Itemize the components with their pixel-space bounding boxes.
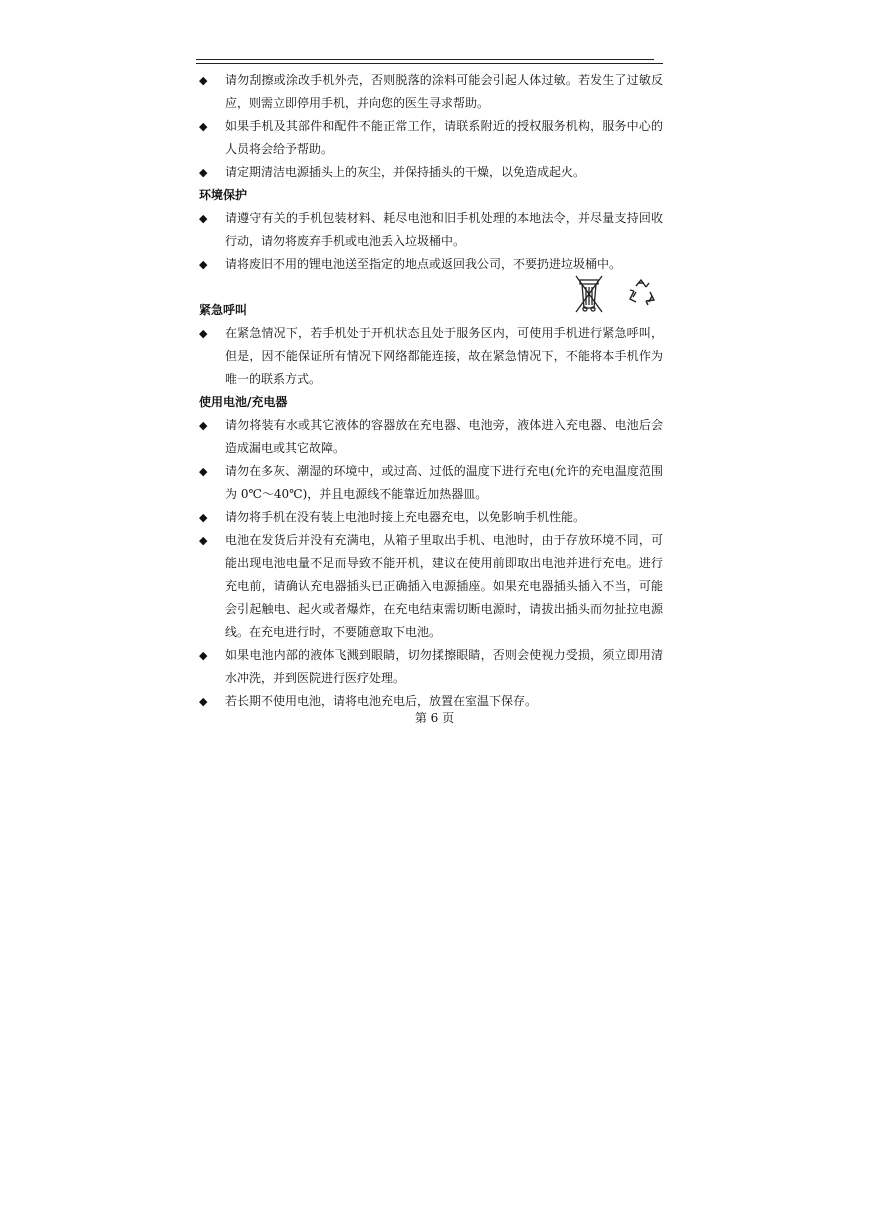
list-item-text: 请勿刮擦或涂改手机外壳，否则脱落的涂料可能会引起人体过敏。若发生了过敏反应，则需立即停用手机，并向您的医生寻求帮助。 (225, 73, 663, 110)
list-item-text: 请勿将手机在没有装上电池时接上充电器充电，以免影响手机性能。 (225, 510, 586, 524)
diamond-bullet-icon: ◆ (199, 327, 208, 340)
list-item (199, 322, 663, 391)
list-item-text: 请勿在多灰、潮湿的环境中，或过高、过低的温度下进行充电(允许的充电温度范围为 0℃～40℃)，并且电源线不能靠近加热器皿。 (225, 464, 663, 501)
list-item (199, 69, 663, 115)
diamond-bullet-icon: ◆ (199, 649, 208, 662)
list-item (199, 207, 663, 253)
list-item (199, 529, 663, 644)
section-heading-battery-charger: 使用电池/充电器 (199, 395, 288, 409)
diamond-bullet-icon: ◆ (199, 511, 208, 524)
list-item-text: 请勿将装有水或其它液体的容器放在充电器、电池旁，液体进入充电器、电池后会造成漏电或其它故障。 (225, 418, 663, 455)
list-item-text: 如果电池内部的液体飞溅到眼睛，切勿揉擦眼睛，否则会使视力受损，须立即用清水冲洗，并到医院进行医疗处理。 (225, 648, 663, 685)
list-item-text: 在紧急情况下，若手机处于开机状态且处于服务区内，可使用手机进行紧急呼叫，但是，因不能保证所有情况下网络都能连接，故在紧急情况下，不能将本手机作为唯一的联系方式。 (225, 326, 663, 386)
diamond-bullet-icon: ◆ (199, 212, 208, 225)
list-item-text: 电池在发货后并没有充满电，从箱子里取出手机、电池时，由于存放环境不同，可能出现电池电量不足而导致不能开机，建议在使用前即取出电池并进行充电。进行充电前，请确认充电器插头已正确插入电源插座。如果充电器插头插入不当，可能会引起触电、起火或者爆炸，在充电结束需切断电源时，请拔出插头而勿扯拉电源线。在充电进行时，不要随意取下电池。 (225, 533, 663, 639)
diamond-bullet-icon: ◆ (199, 465, 208, 478)
diamond-bullet-icon: ◆ (199, 120, 208, 133)
list-item-text: 请遵守有关的手机包装材料、耗尽电池和旧手机处理的本地法令，并尽量支持回收行动，请勿将废弃手机或电池丢入垃圾桶中。 (225, 211, 663, 248)
section-heading-environment: 环境保护 (199, 188, 248, 202)
diamond-bullet-icon: ◆ (199, 695, 208, 708)
header-rule-bottom (196, 63, 663, 64)
recycle-icon (630, 280, 654, 305)
list-item (199, 506, 663, 529)
header-rule-top (196, 59, 654, 60)
page-content (199, 69, 663, 713)
list-item (199, 115, 663, 161)
crossed-out-bin-icon (576, 276, 602, 312)
section-heading-emergency: 紧急呼叫 (199, 303, 248, 317)
page-number: 第 6 页 (414, 711, 455, 725)
disposal-icons (574, 274, 664, 316)
list-item-text: 如果手机及其部件和配件不能正常工作，请联系附近的授权服务机构，服务中心的人员将会给予帮助。 (225, 119, 663, 156)
diamond-bullet-icon: ◆ (199, 74, 208, 87)
list-item (199, 414, 663, 460)
list-item-text: 请将废旧不用的锂电池送至指定的地点或返回我公司，不要扔进垃圾桶中。 (225, 257, 622, 271)
diamond-bullet-icon: ◆ (199, 166, 208, 179)
list-item (199, 460, 663, 506)
list-item (199, 644, 663, 690)
list-item-text: 请定期清洁电源插头上的灰尘，并保持插头的干燥，以免造成起火。 (225, 165, 586, 179)
diamond-bullet-icon: ◆ (199, 534, 208, 547)
diamond-bullet-icon: ◆ (199, 419, 208, 432)
list-item-text: 若长期不使用电池，请将电池充电后，放置在室温下保存。 (225, 694, 538, 708)
list-item (199, 253, 663, 276)
list-item (199, 161, 663, 184)
diamond-bullet-icon: ◆ (199, 258, 208, 271)
